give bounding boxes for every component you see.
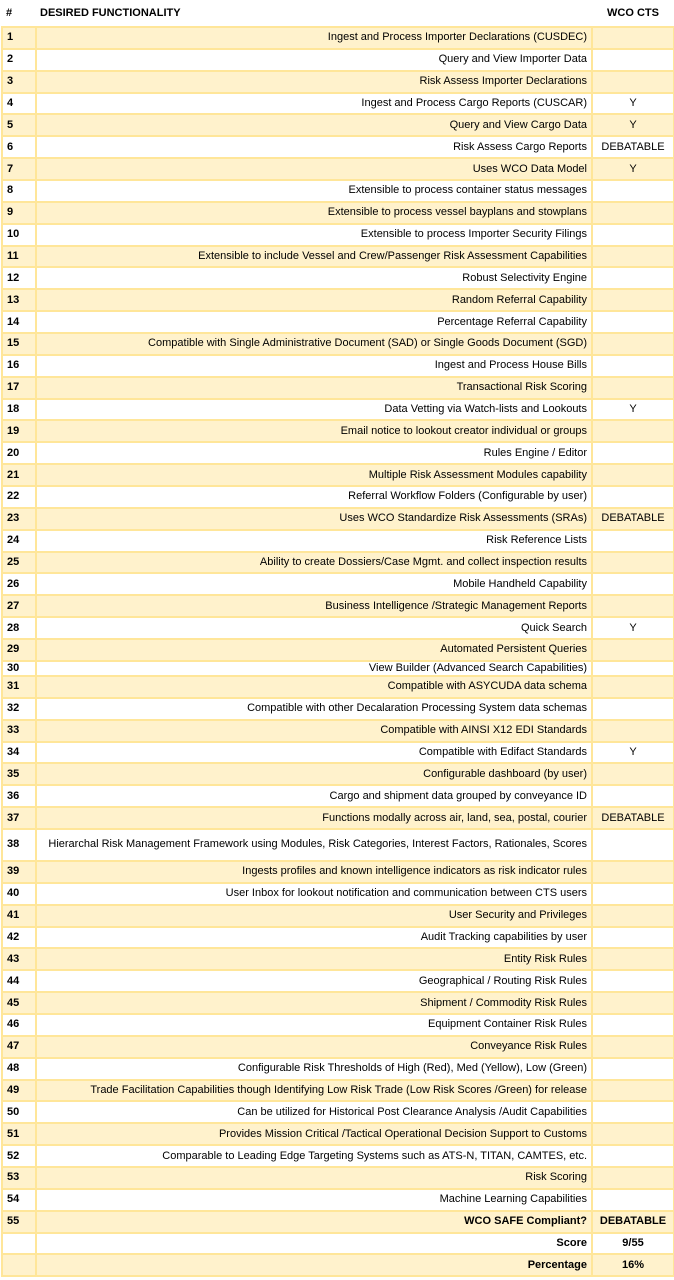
functionality-cell: Query and View Cargo Data <box>36 114 592 136</box>
functionality-cell: Can be utilized for Historical Post Clearance Analysis /Audit Capabilities <box>36 1101 592 1123</box>
functionality-cell: Compatible with ASYCUDA data schema <box>36 676 592 698</box>
functionality-cell: Uses WCO Standardize Risk Assessments (SRAs) <box>36 508 592 530</box>
row-number: 54 <box>2 1189 36 1211</box>
wco-cts-cell <box>592 1014 674 1036</box>
table-row <box>2 202 674 224</box>
row-number: 40 <box>2 883 36 905</box>
wco-cts-cell <box>592 661 674 676</box>
row-number: 11 <box>2 246 36 268</box>
row-number: 23 <box>2 508 36 530</box>
wco-cts-cell <box>592 1036 674 1058</box>
functionality-cell: Risk Assess Cargo Reports <box>36 136 592 158</box>
functionality-cell: Machine Learning Capabilities <box>36 1189 592 1211</box>
row-number: 36 <box>2 785 36 807</box>
functionality-cell: Entity Risk Rules <box>36 948 592 970</box>
functionality-cell: Configurable Risk Thresholds of High (Red), Med (Yellow), Low (Green) <box>36 1058 592 1080</box>
row-number: 14 <box>2 311 36 333</box>
functionality-cell: Compatible with Single Administrative Document (SAD) or Single Goods Document (SGD) <box>36 333 592 355</box>
functionality-cell: Mobile Handheld Capability <box>36 573 592 595</box>
row-number: 52 <box>2 1145 36 1167</box>
wco-cts-cell: DEBATABLE <box>592 136 674 158</box>
functionality-table <box>1 0 674 1277</box>
functionality-cell: Functions modally across air, land, sea, postal, courier <box>36 807 592 829</box>
table-row <box>2 927 674 949</box>
table-row <box>2 552 674 574</box>
functionality-cell: Cargo and shipment data grouped by conveyance ID <box>36 785 592 807</box>
functionality-cell: Business Intelligence /Strategic Management Reports <box>36 595 592 617</box>
wco-cts-cell: 9/55 <box>592 1233 674 1255</box>
functionality-cell: Email notice to lookout creator individual or groups <box>36 420 592 442</box>
row-number: 1 <box>2 27 36 49</box>
functionality-cell: View Builder (Advanced Search Capabilities) <box>36 661 592 676</box>
wco-cts-cell: Y <box>592 617 674 639</box>
row-number: 38 <box>2 829 36 861</box>
table-row <box>2 27 674 49</box>
wco-cts-cell <box>592 927 674 949</box>
functionality-cell: Percentage Referral Capability <box>36 311 592 333</box>
table-row <box>2 698 674 720</box>
wco-cts-cell <box>592 420 674 442</box>
functionality-cell: Score <box>36 1233 592 1255</box>
table-row <box>2 93 674 115</box>
functionality-cell: Risk Scoring <box>36 1167 592 1189</box>
row-number: 19 <box>2 420 36 442</box>
row-number: 3 <box>2 71 36 93</box>
wco-cts-cell: Y <box>592 742 674 764</box>
wco-cts-cell <box>592 639 674 661</box>
row-number: 51 <box>2 1123 36 1145</box>
row-number: 33 <box>2 720 36 742</box>
wco-cts-cell <box>592 1189 674 1211</box>
wco-cts-cell <box>592 246 674 268</box>
wco-cts-cell <box>592 267 674 289</box>
wco-cts-cell <box>592 224 674 246</box>
functionality-cell: Ingest and Process Cargo Reports (CUSCAR) <box>36 93 592 115</box>
functionality-cell: Uses WCO Data Model <box>36 158 592 180</box>
row-number: 13 <box>2 289 36 311</box>
row-number <box>2 1254 36 1276</box>
table-row <box>2 399 674 421</box>
table-row <box>2 883 674 905</box>
table-row <box>2 267 674 289</box>
row-number: 25 <box>2 552 36 574</box>
table-row <box>2 530 674 552</box>
row-number <box>2 1233 36 1255</box>
row-number: 8 <box>2 180 36 202</box>
table-row <box>2 1167 674 1189</box>
table-row <box>2 377 674 399</box>
table-row <box>2 861 674 883</box>
wco-cts-cell <box>592 530 674 552</box>
functionality-cell: Referral Workflow Folders (Configurable by user) <box>36 486 592 508</box>
wco-cts-cell <box>592 595 674 617</box>
row-number: 17 <box>2 377 36 399</box>
functionality-cell: Compatible with AINSI X12 EDI Standards <box>36 720 592 742</box>
table-row <box>2 905 674 927</box>
functionality-cell: Multiple Risk Assessment Modules capability <box>36 464 592 486</box>
functionality-cell: Trade Facilitation Capabilities though Identifying Low Risk Trade (Low Risk Scores /Green) for release <box>36 1080 592 1102</box>
table-row <box>2 829 674 861</box>
row-number: 26 <box>2 573 36 595</box>
functionality-cell: Configurable dashboard (by user) <box>36 763 592 785</box>
table-row <box>2 464 674 486</box>
row-number: 27 <box>2 595 36 617</box>
table-row <box>2 639 674 661</box>
table-row <box>2 573 674 595</box>
table-row <box>2 970 674 992</box>
row-number: 21 <box>2 464 36 486</box>
table-row <box>2 617 674 639</box>
row-number: 46 <box>2 1014 36 1036</box>
wco-cts-cell <box>592 992 674 1014</box>
wco-cts-cell <box>592 71 674 93</box>
wco-cts-cell <box>592 180 674 202</box>
wco-cts-cell <box>592 311 674 333</box>
wco-cts-cell: Y <box>592 158 674 180</box>
wco-cts-cell <box>592 1123 674 1145</box>
functionality-cell: Comparable to Leading Edge Targeting Systems such as ATS-N, TITAN, CAMTES, etc. <box>36 1145 592 1167</box>
table-row <box>2 1233 674 1255</box>
table-row <box>2 763 674 785</box>
row-number: 43 <box>2 948 36 970</box>
functionality-cell: Ability to create Dossiers/Case Mgmt. and collect inspection results <box>36 552 592 574</box>
functionality-cell: Hierarchal Risk Management Framework using Modules, Risk Categories, Interest Factors, Rationales, Scores <box>36 829 592 861</box>
wco-cts-cell <box>592 905 674 927</box>
table-row <box>2 742 674 764</box>
row-number: 44 <box>2 970 36 992</box>
table-row <box>2 1058 674 1080</box>
table-row <box>2 1211 674 1233</box>
table-row <box>2 486 674 508</box>
row-number: 55 <box>2 1211 36 1233</box>
row-number: 53 <box>2 1167 36 1189</box>
wco-cts-cell: Y <box>592 399 674 421</box>
wco-cts-cell <box>592 1101 674 1123</box>
table-row <box>2 158 674 180</box>
table-row <box>2 442 674 464</box>
table-row <box>2 1080 674 1102</box>
wco-cts-cell <box>592 202 674 224</box>
functionality-cell: Automated Persistent Queries <box>36 639 592 661</box>
row-number: 29 <box>2 639 36 661</box>
row-number: 47 <box>2 1036 36 1058</box>
row-number: 24 <box>2 530 36 552</box>
wco-cts-cell <box>592 355 674 377</box>
table-row <box>2 1145 674 1167</box>
functionality-cell: Risk Reference Lists <box>36 530 592 552</box>
wco-cts-cell <box>592 948 674 970</box>
functionality-cell: Compatible with Edifact Standards <box>36 742 592 764</box>
functionality-cell: Random Referral Capability <box>36 289 592 311</box>
row-number: 7 <box>2 158 36 180</box>
wco-cts-cell <box>592 676 674 698</box>
functionality-cell: Rules Engine / Editor <box>36 442 592 464</box>
wco-cts-cell: Y <box>592 114 674 136</box>
functionality-cell: User Inbox for lookout notification and communication between CTS users <box>36 883 592 905</box>
row-number: 4 <box>2 93 36 115</box>
wco-cts-cell <box>592 785 674 807</box>
wco-cts-cell <box>592 442 674 464</box>
wco-cts-cell <box>592 27 674 49</box>
row-number: 35 <box>2 763 36 785</box>
wco-cts-cell: DEBATABLE <box>592 1211 674 1233</box>
functionality-cell: Query and View Importer Data <box>36 49 592 71</box>
table-row <box>2 136 674 158</box>
functionality-cell: Percentage <box>36 1254 592 1276</box>
row-number: 6 <box>2 136 36 158</box>
wco-cts-cell <box>592 1080 674 1102</box>
functionality-cell: Ingest and Process Importer Declarations (CUSDEC) <box>36 27 592 49</box>
wco-cts-cell <box>592 970 674 992</box>
row-number: 42 <box>2 927 36 949</box>
wco-cts-cell <box>592 486 674 508</box>
row-number: 9 <box>2 202 36 224</box>
header-wco-cts: WCO CTS <box>592 0 674 27</box>
table-row <box>2 720 674 742</box>
row-number: 30 <box>2 661 36 676</box>
functionality-cell: Equipment Container Risk Rules <box>36 1014 592 1036</box>
table-row <box>2 114 674 136</box>
table-row <box>2 595 674 617</box>
table-row <box>2 1123 674 1145</box>
functionality-cell: WCO SAFE Compliant? <box>36 1211 592 1233</box>
wco-cts-cell: Y <box>592 93 674 115</box>
row-number: 39 <box>2 861 36 883</box>
wco-cts-cell: DEBATABLE <box>592 807 674 829</box>
functionality-cell: Risk Assess Importer Declarations <box>36 71 592 93</box>
header-row <box>2 0 674 27</box>
row-number: 18 <box>2 399 36 421</box>
row-number: 49 <box>2 1080 36 1102</box>
header-functionality: DESIRED FUNCTIONALITY <box>36 0 592 27</box>
wco-cts-cell <box>592 1058 674 1080</box>
table-row <box>2 1101 674 1123</box>
row-number: 31 <box>2 676 36 698</box>
wco-cts-cell <box>592 573 674 595</box>
functionality-cell: Extensible to process vessel bayplans and stowplans <box>36 202 592 224</box>
wco-cts-cell <box>592 883 674 905</box>
functionality-cell: Compatible with other Decalaration Processing System data schemas <box>36 698 592 720</box>
table-row <box>2 661 674 676</box>
table-row <box>2 246 674 268</box>
row-number: 10 <box>2 224 36 246</box>
table-row <box>2 948 674 970</box>
table-row <box>2 289 674 311</box>
table-row <box>2 180 674 202</box>
table-row <box>2 333 674 355</box>
row-number: 32 <box>2 698 36 720</box>
wco-cts-cell <box>592 377 674 399</box>
table-row <box>2 355 674 377</box>
functionality-cell: Geographical / Routing Risk Rules <box>36 970 592 992</box>
functionality-cell: Extensible to process Importer Security Filings <box>36 224 592 246</box>
table-row <box>2 1189 674 1211</box>
row-number: 20 <box>2 442 36 464</box>
table-row <box>2 1036 674 1058</box>
functionality-cell: Ingest and Process House Bills <box>36 355 592 377</box>
functionality-cell: User Security and Privileges <box>36 905 592 927</box>
functionality-cell: Extensible to process container status messages <box>36 180 592 202</box>
row-number: 2 <box>2 49 36 71</box>
row-number: 22 <box>2 486 36 508</box>
table-row <box>2 992 674 1014</box>
functionality-cell: Quick Search <box>36 617 592 639</box>
functionality-cell: Conveyance Risk Rules <box>36 1036 592 1058</box>
table-row <box>2 676 674 698</box>
wco-cts-cell <box>592 698 674 720</box>
wco-cts-cell <box>592 1167 674 1189</box>
row-number: 12 <box>2 267 36 289</box>
row-number: 15 <box>2 333 36 355</box>
wco-cts-cell <box>592 289 674 311</box>
table-row <box>2 508 674 530</box>
wco-cts-cell: DEBATABLE <box>592 508 674 530</box>
table-row <box>2 311 674 333</box>
table-row <box>2 1254 674 1276</box>
row-number: 37 <box>2 807 36 829</box>
table-row <box>2 71 674 93</box>
row-number: 50 <box>2 1101 36 1123</box>
table-row <box>2 785 674 807</box>
wco-cts-cell <box>592 861 674 883</box>
wco-cts-cell <box>592 763 674 785</box>
wco-cts-cell <box>592 720 674 742</box>
wco-cts-cell <box>592 829 674 861</box>
table-row <box>2 224 674 246</box>
table-row <box>2 807 674 829</box>
table-row <box>2 49 674 71</box>
functionality-cell: Shipment / Commodity Risk Rules <box>36 992 592 1014</box>
row-number: 48 <box>2 1058 36 1080</box>
row-number: 16 <box>2 355 36 377</box>
functionality-cell: Audit Tracking capabilities by user <box>36 927 592 949</box>
wco-cts-cell <box>592 552 674 574</box>
header-num: # <box>2 0 36 27</box>
row-number: 28 <box>2 617 36 639</box>
table-row <box>2 420 674 442</box>
functionality-cell: Transactional Risk Scoring <box>36 377 592 399</box>
wco-cts-cell: 16% <box>592 1254 674 1276</box>
row-number: 45 <box>2 992 36 1014</box>
wco-cts-cell <box>592 464 674 486</box>
functionality-cell: Ingests profiles and known intelligence indicators as risk indicator rules <box>36 861 592 883</box>
functionality-cell: Robust Selectivity Engine <box>36 267 592 289</box>
wco-cts-cell <box>592 333 674 355</box>
row-number: 41 <box>2 905 36 927</box>
table-row <box>2 1014 674 1036</box>
row-number: 5 <box>2 114 36 136</box>
wco-cts-cell <box>592 49 674 71</box>
wco-cts-cell <box>592 1145 674 1167</box>
row-number: 34 <box>2 742 36 764</box>
functionality-cell: Extensible to include Vessel and Crew/Passenger Risk Assessment Capabilities <box>36 246 592 268</box>
functionality-cell: Data Vetting via Watch-lists and Lookouts <box>36 399 592 421</box>
functionality-cell: Provides Mission Critical /Tactical Operational Decision Support to Customs <box>36 1123 592 1145</box>
